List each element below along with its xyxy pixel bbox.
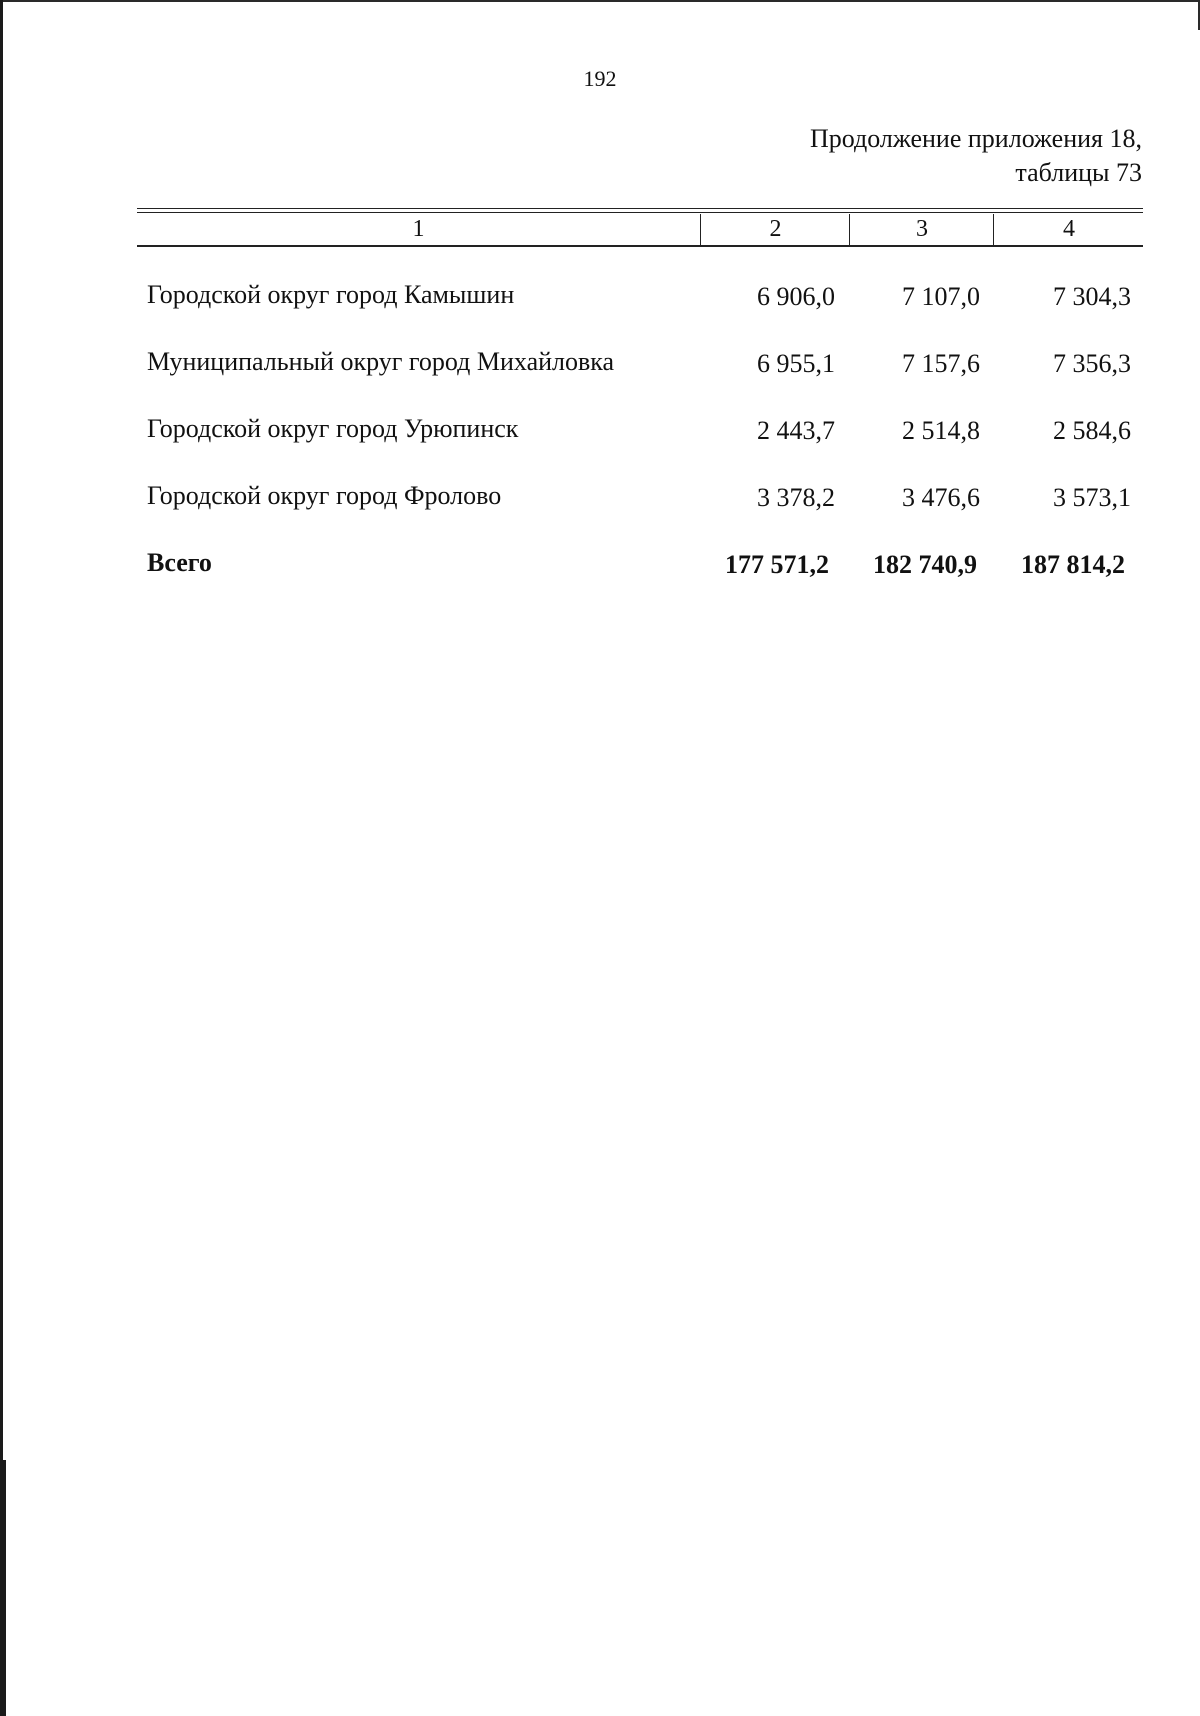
scan-edge-left bbox=[0, 0, 3, 1716]
table-header-rule bbox=[137, 212, 1143, 213]
total-value-col-3: 182 740,9 bbox=[873, 550, 977, 579]
appendix-note-line-2: таблицы 73 bbox=[1015, 158, 1142, 187]
table-row bbox=[147, 476, 1137, 516]
row-value-col-3: 3 476,6 bbox=[902, 483, 980, 512]
table-row bbox=[147, 409, 1137, 449]
scan-edge-top bbox=[0, 0, 1200, 2]
total-value-col-2: 177 571,2 bbox=[725, 550, 829, 579]
row-value-col-3: 7 107,0 bbox=[902, 282, 980, 311]
table-total-row bbox=[147, 543, 1137, 583]
appendix-note bbox=[810, 122, 1142, 190]
header-col-1: 1 bbox=[412, 216, 425, 242]
row-value-col-2: 6 906,0 bbox=[757, 282, 835, 311]
row-value-col-4: 2 584,6 bbox=[1053, 416, 1131, 445]
table-header bbox=[137, 208, 1143, 247]
table-row bbox=[147, 342, 1137, 382]
row-name: Городской округ город Фролово bbox=[147, 481, 502, 510]
header-col-2: 2 bbox=[700, 214, 850, 245]
row-value-col-3: 2 514,8 bbox=[902, 416, 980, 445]
total-label: Всего bbox=[147, 548, 212, 577]
row-value-col-4: 7 356,3 bbox=[1053, 349, 1131, 378]
row-value-col-4: 7 304,3 bbox=[1053, 282, 1131, 311]
total-value-col-4: 187 814,2 bbox=[1021, 550, 1125, 579]
scan-edge-left-lower bbox=[0, 1460, 6, 1716]
appendix-note-line-1: Продолжение приложения 18, bbox=[809, 124, 1142, 153]
row-value-col-2: 3 378,2 bbox=[757, 483, 835, 512]
header-col-3: 3 bbox=[849, 214, 994, 245]
header-col-4: 4 bbox=[993, 214, 1144, 245]
row-value-col-2: 6 955,1 bbox=[757, 349, 835, 378]
row-name: Городской округ город Урюпинск bbox=[147, 414, 519, 443]
row-value-col-2: 2 443,7 bbox=[757, 416, 835, 445]
table-row bbox=[147, 275, 1137, 315]
row-value-col-3: 7 157,6 bbox=[902, 349, 980, 378]
row-name: Муниципальный округ город Михайловка bbox=[147, 347, 615, 376]
row-name: Городской округ город Камышин bbox=[147, 280, 515, 309]
page-number: 192 bbox=[583, 66, 617, 91]
row-value-col-4: 3 573,1 bbox=[1053, 483, 1131, 512]
